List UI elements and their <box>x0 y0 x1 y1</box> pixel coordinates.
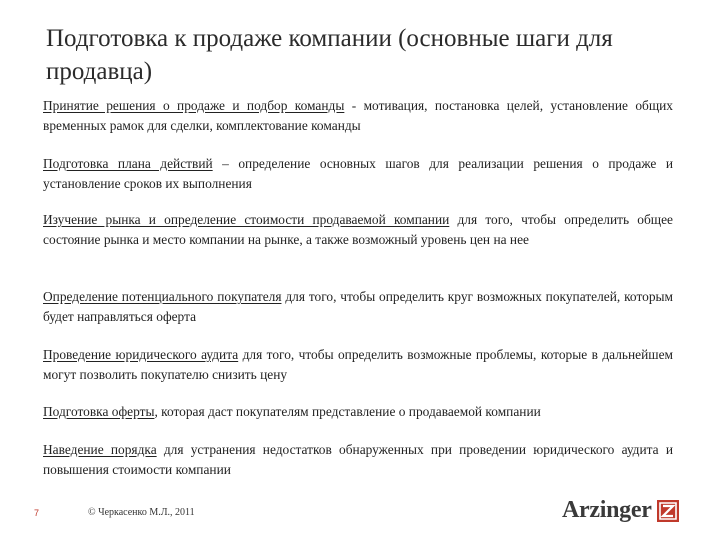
step-item <box>43 440 673 480</box>
step-text: для того, чтобы определить возможные проблемы, которые в дальнейшем могут позволить покупателю снизить цену <box>43 347 673 382</box>
slide-title: Подготовка к продаже компании (основные шаги для продавца) <box>46 25 613 85</box>
logo-z-icon <box>657 500 679 522</box>
step-text: для устранения недостатков обнаруженных при проведении юридического аудита и повышения стоимости компании <box>43 442 673 477</box>
step-item <box>43 96 673 136</box>
step-text: - мотивация, постановка целей, установление общих временных рамок для сделки, комплектование команды <box>43 98 674 133</box>
arzinger-logo <box>562 497 679 524</box>
copyright-note: © Черкасенко М.Л., 2011 <box>88 507 195 518</box>
step-item <box>43 402 673 422</box>
logo-text: Arzinger <box>562 497 652 523</box>
step-term: Принятие решения о продаже и подбор команды <box>43 98 345 113</box>
step-text: для того, чтобы определить общее состояние рынка и место компании на рынке, а также возможный уровень цен на нее <box>43 212 673 247</box>
step-item <box>43 345 673 385</box>
step-term: Подготовка плана действий <box>43 156 213 171</box>
step-term: Проведение юридического аудита <box>43 347 239 362</box>
step-item <box>43 287 673 327</box>
step-text: – определение основных шагов для реализации решения о продаже и установление сроков их выполнения <box>43 156 673 191</box>
step-term: Подготовка оферты <box>43 404 155 419</box>
step-term: Изучение рынка и определение стоимости продаваемой компании <box>43 212 450 227</box>
step-item <box>43 154 673 194</box>
step-text: для того, чтобы определить круг возможных покупателей, которым будет направляться оферта <box>43 289 673 324</box>
step-term: Наведение порядка <box>43 442 157 457</box>
page-number: 7 <box>34 508 40 518</box>
step-text: , которая даст покупателям представление о продаваемой компании <box>154 404 541 419</box>
step-term: Определение потенциального покупателя <box>43 289 282 304</box>
step-item <box>43 210 673 250</box>
